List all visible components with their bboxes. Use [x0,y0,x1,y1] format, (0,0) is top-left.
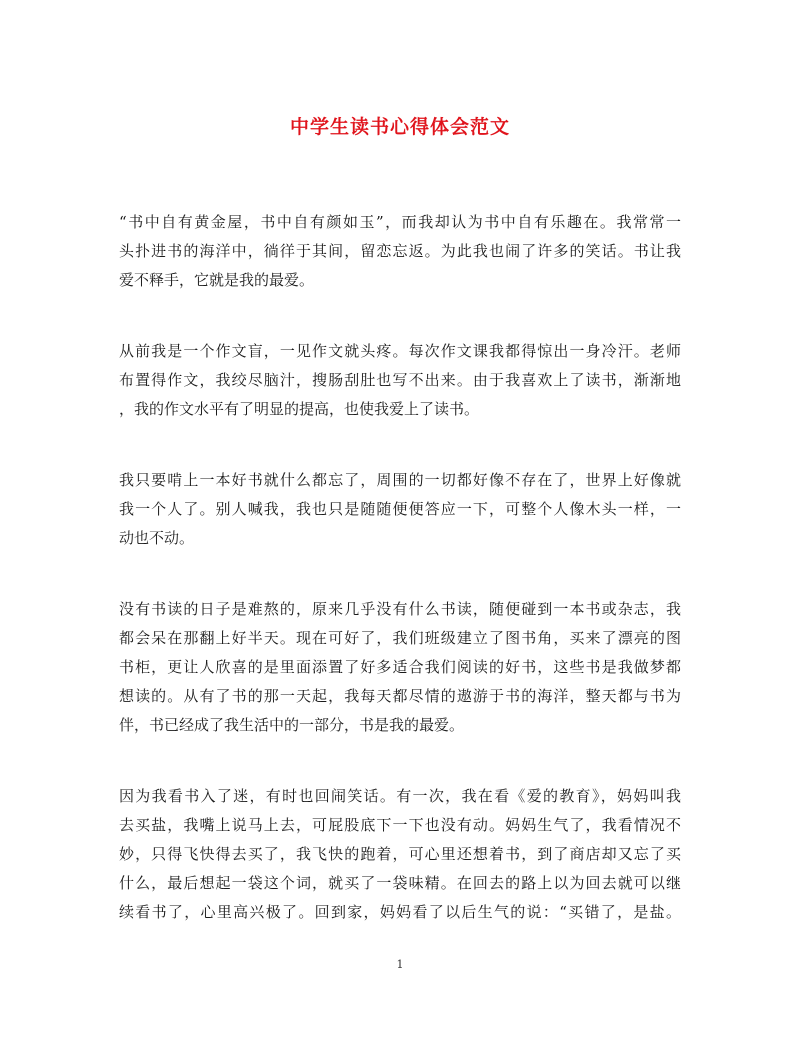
paragraph-line: 因为我看书入了迷，有时也回闹笑话。有一次，我在看《爱的教育》，妈妈叫我 [119,787,681,805]
paragraph [119,337,681,424]
paragraph-line: 伴，书已经成了我生活中的一部分，书是我的最爱。 [119,716,465,734]
paragraph [119,782,681,927]
paragraph-line: 想读的。从有了书的那一天起，我每天都尽情的遨游于书的海洋，整天都与书为 [119,687,681,705]
paragraph-line: 我只要啃上一本好书就什么都忘了，周围的一切都好像不存在了，世界上好像就 [119,471,681,489]
paragraph-line: 爱不释手，它就是我的最爱。 [119,271,315,289]
paragraph-line: 书柜，更让人欣喜的是里面添置了好多适合我们阅读的好书，这些书是我做梦都 [119,658,681,676]
paragraph [119,466,681,553]
paragraph-line: ，我的作文水平有了明显的提高，也使我爱上了读书。 [119,400,480,418]
paragraph-line: “书中自有黄金屋，书中自有颜如玉”，而我却认为书中自有乐趣在。我常常一 [119,213,681,231]
paragraph-line: 布置得作文，我绞尽脑汁，搜肠刮肚也写不出来。由于我喜欢上了读书，渐渐地 [119,371,681,389]
paragraph [119,208,681,295]
page-number: 1 [396,958,404,971]
paragraph-line: 从前我是一个作文盲，一见作文就头疼。每次作文课我都得惊出一身冷汗。老师 [119,342,681,360]
paragraph-line: 头扑进书的海洋中，徜徉于其间，留恋忘返。为此我也闹了许多的笑话。书让我 [119,242,681,260]
paragraph-line: 什么，最后想起一袋这个词，就买了一袋味精。在回去的路上以为回去就可以继 [119,874,681,892]
paragraph-line: 去买盐，我嘴上说马上去，可屁股底下一下也没有动。妈妈生气了，我看情况不 [119,816,681,834]
paragraph [119,595,681,740]
paragraph-line: 都会呆在那翻上好半天。现在可好了，我们班级建立了图书角，买来了漂亮的图 [119,629,681,647]
paragraph-line: 妙，只得飞快得去买了，我飞快的跑着，可心里还想着书，到了商店却又忘了买 [119,845,681,863]
paragraph-line: 没有书读的日子是难熬的，原来几乎没有什么书读，随便碰到一本书或杂志，我 [119,600,681,618]
paragraph-line: 动也不动。 [119,529,195,547]
paragraph-line: 续看书了，心里高兴极了。回到家，妈妈看了以后生气的说：“买错了，是盐。 [119,903,681,921]
document-title: 中学生读书心得体会范文 [289,116,510,138]
paragraph-line: 我一个人了。别人喊我，我也只是随随便便答应一下，可整个人像木头一样，一 [119,500,681,518]
document-body [119,208,681,969]
